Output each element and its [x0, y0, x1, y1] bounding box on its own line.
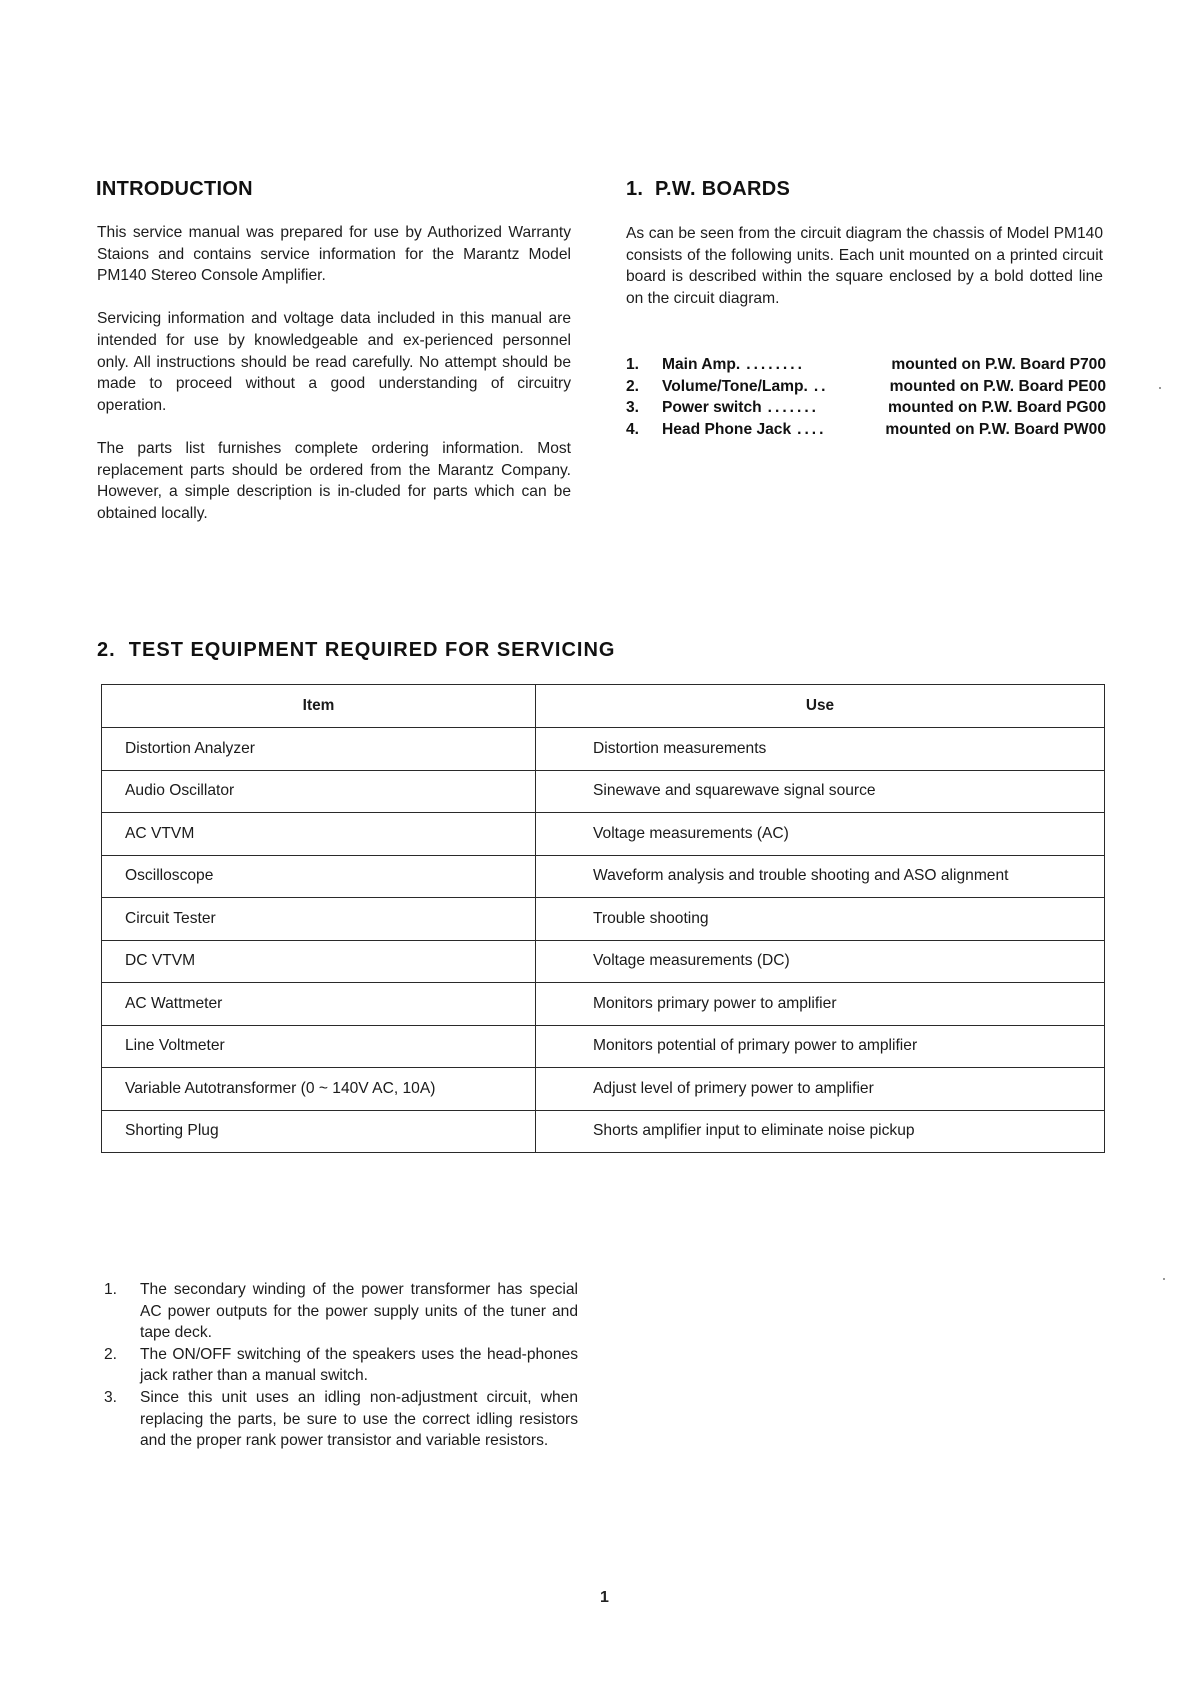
equipment-item: Distortion Analyzer — [102, 728, 536, 771]
board-unit-row — [626, 397, 1106, 419]
table-row — [102, 728, 1105, 771]
intro-paragraph: Servicing information and voltage data included in this manual are intended for use by knowledgeable and ex-perienced personnel only. All instructions should be read carefully. No attempt should be made to proceed without a good understanding of circuitry operation. — [97, 310, 571, 414]
table-row — [102, 983, 1105, 1026]
test-equipment-table — [101, 684, 1105, 1153]
equipment-use: Adjust level of primery power to amplifier — [536, 1068, 1105, 1111]
table-row — [102, 770, 1105, 813]
table-row — [102, 898, 1105, 941]
pw-boards-body — [626, 223, 1103, 331]
equipment-use: Monitors potential of primary power to amplifier — [536, 1025, 1105, 1068]
board-unit-row — [626, 354, 1106, 376]
table-row — [102, 940, 1105, 983]
equipment-use: Distortion measurements — [536, 728, 1105, 771]
equipment-item: DC VTVM — [102, 940, 536, 983]
equipment-item: AC Wattmeter — [102, 983, 536, 1026]
equipment-item: AC VTVM — [102, 813, 536, 856]
board-unit-mount: mounted on P.W. Board PW00 — [885, 420, 1106, 438]
test-equipment-heading: 2. TEST EQUIPMENT REQUIRED FOR SERVICING — [97, 639, 616, 661]
board-unit-number: 2. — [626, 377, 640, 395]
table-row — [102, 1110, 1105, 1153]
note-number: 2. — [104, 1345, 118, 1363]
board-unit-number: 4. — [626, 420, 640, 438]
board-unit-mount: mounted on P.W. Board P700 — [891, 356, 1106, 373]
board-unit-row — [626, 419, 1106, 441]
equipment-use: Waveform analysis and trouble shooting and ASO alignment — [536, 855, 1105, 898]
equipment-use: Trouble shooting — [536, 898, 1105, 941]
introduction-heading: INTRODUCTION — [96, 178, 253, 200]
pw-board-unit-list — [626, 354, 1106, 440]
table-row — [102, 1025, 1105, 1068]
scan-speck — [1159, 387, 1161, 389]
notes-list — [104, 1279, 578, 1452]
note-item — [104, 1344, 578, 1387]
pw-boards-heading: 1. P.W. BOARDS — [626, 178, 791, 200]
board-unit-mount: mounted on P.W. Board PE00 — [889, 377, 1106, 395]
leader-dots: ........ — [746, 356, 805, 373]
table-row — [102, 813, 1105, 856]
board-unit-name: Head Phone Jack — [662, 420, 792, 438]
equipment-use: Shorts amplifier input to eliminate noise pickup — [536, 1110, 1105, 1153]
table-header-row — [102, 685, 1105, 728]
equipment-use: Monitors primary power to amplifier — [536, 983, 1105, 1026]
board-unit-number: 3. — [626, 399, 640, 416]
introduction-body — [97, 222, 571, 546]
scan-speck — [1163, 1278, 1165, 1280]
leader-dots: .... — [797, 420, 827, 438]
equipment-use: Voltage measurements (DC) — [536, 940, 1105, 983]
leader-dots: ....... — [767, 399, 819, 416]
equipment-item: Line Voltmeter — [102, 1025, 536, 1068]
table-row — [102, 855, 1105, 898]
leader-dots: .. — [813, 377, 829, 395]
equipment-use: Sinewave and squarewave signal source — [536, 770, 1105, 813]
column-header-use: Use — [536, 685, 1105, 728]
intro-paragraph: This service manual was prepared for use by Authorized Warranty Staions and contains service information for the Marantz Model PM140 Stereo Console Amplifier. — [97, 224, 571, 285]
column-header-item: Item — [102, 685, 536, 728]
equipment-item: Circuit Tester — [102, 898, 536, 941]
board-unit-row — [626, 376, 1106, 398]
page-number: 1 — [600, 1589, 609, 1606]
board-unit-name: Volume/Tone/Lamp. — [662, 377, 808, 395]
note-text: The secondary winding of the power transformer has special AC power outputs for the power supply units of the tuner and tape deck. — [140, 1281, 578, 1342]
note-item — [104, 1279, 578, 1344]
note-text: Since this unit uses an idling non-adjustment circuit, when replacing the parts, be sure to use the correct idling resistors and the proper rank power transistor and variable resistors. — [140, 1388, 578, 1450]
note-number: 1. — [104, 1281, 118, 1298]
intro-paragraph: The parts list furnishes complete ordering information. Most replacement parts should be ordered from the Marantz Company. However, a simple description is in-cluded for parts which can be obtained locally. — [97, 439, 571, 522]
note-text: The ON/OFF switching of the speakers uses the head-phones jack rather than a manual switch. — [140, 1345, 578, 1385]
board-unit-name: Power switch — [662, 399, 762, 416]
note-number: 3. — [104, 1388, 118, 1406]
table-row — [102, 1068, 1105, 1111]
equipment-use: Voltage measurements (AC) — [536, 813, 1105, 856]
pw-boards-paragraph: As can be seen from the circuit diagram the chassis of Model PM140 consists of the following units. Each unit mounted on a printed circuit board is described within the square enclosed by a bold dotted line on the circuit diagram. — [626, 225, 1103, 307]
equipment-item: Shorting Plug — [102, 1110, 536, 1153]
equipment-item: Oscilloscope — [102, 855, 536, 898]
note-item — [104, 1387, 578, 1452]
board-unit-mount: mounted on P.W. Board PG00 — [887, 399, 1106, 416]
equipment-item: Audio Oscillator — [102, 770, 536, 813]
equipment-item: Variable Autotransformer (0 ~ 140V AC, 10A) — [102, 1068, 536, 1111]
board-unit-name: Main Amp. — [662, 356, 741, 373]
board-unit-number: 1. — [626, 356, 640, 373]
